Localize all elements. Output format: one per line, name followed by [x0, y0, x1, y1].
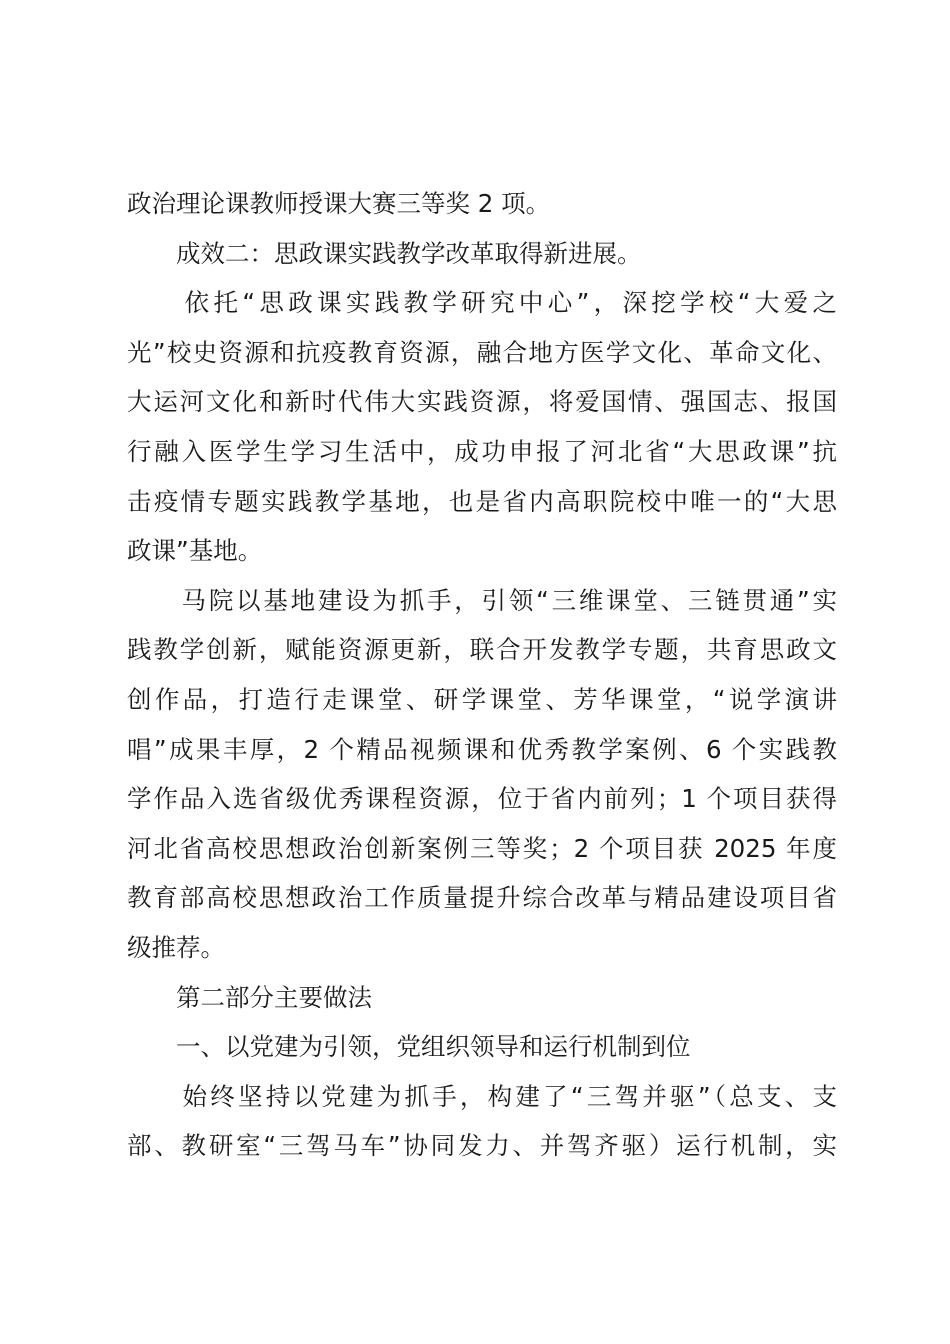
text-line: 行融入医学生学习生活中，成功申报了河北省“大思政课”抗	[127, 436, 837, 466]
text-line: 击疫情专题实践教学基地，也是省内高职院校中唯一的“大思	[127, 486, 837, 516]
text-line: 光”校史资源和抗疫教育资源，融合地方医学文化、革命文化、	[127, 337, 837, 367]
text-line: 政治理论课教师授课大赛三等奖 2 项。	[127, 189, 551, 218]
text-line: 依托“思政课实践教学研究中心”，深挖学校“大爱之	[127, 288, 837, 318]
text-line: 教育部高校思想政治工作质量提升综合改革与精品建设项目省	[127, 883, 837, 913]
text-line: 部、教研室“三驾马车”协同发力、并驾齐驱）运行机制，实	[127, 1131, 837, 1161]
body-text	[127, 179, 837, 1171]
text-line: 践教学创新，赋能资源更新，联合开发教学专题，共育思政文	[127, 635, 837, 665]
text-line: 河北省高校思想政治创新案例三等奖；2 个项目获 2025 年度	[127, 833, 837, 863]
part-heading: 第二部分主要做法	[127, 982, 372, 1012]
text-line: 级推荐。	[127, 932, 225, 962]
text-line: 大运河文化和新时代伟大实践资源，将爱国情、强国志、报国	[127, 387, 837, 417]
text-line: 政课”基地。	[127, 536, 263, 566]
section-heading-achievement-two: 成效二：思政课实践教学改革取得新进展。	[127, 238, 642, 268]
text-line: 学作品入选省级优秀课程资源，位于省内前列；1 个项目获得	[127, 784, 837, 814]
text-line: 始终坚持以党建为抓手，构建了“三驾并驱”（总支、支	[127, 1081, 837, 1111]
subsection-heading: 一、以党建为引领，党组织领导和运行机制到位	[127, 1032, 691, 1062]
text-line: 创作品，打造行走课堂、研学课堂、芳华课堂，“说学演讲	[127, 684, 837, 714]
text-line: 唱”成果丰厚，2 个精品视频课和优秀教学案例、6 个实践教	[127, 734, 837, 764]
text-line: 马院以基地建设为抓手，引领“三维课堂、三链贯通”实	[127, 585, 837, 615]
